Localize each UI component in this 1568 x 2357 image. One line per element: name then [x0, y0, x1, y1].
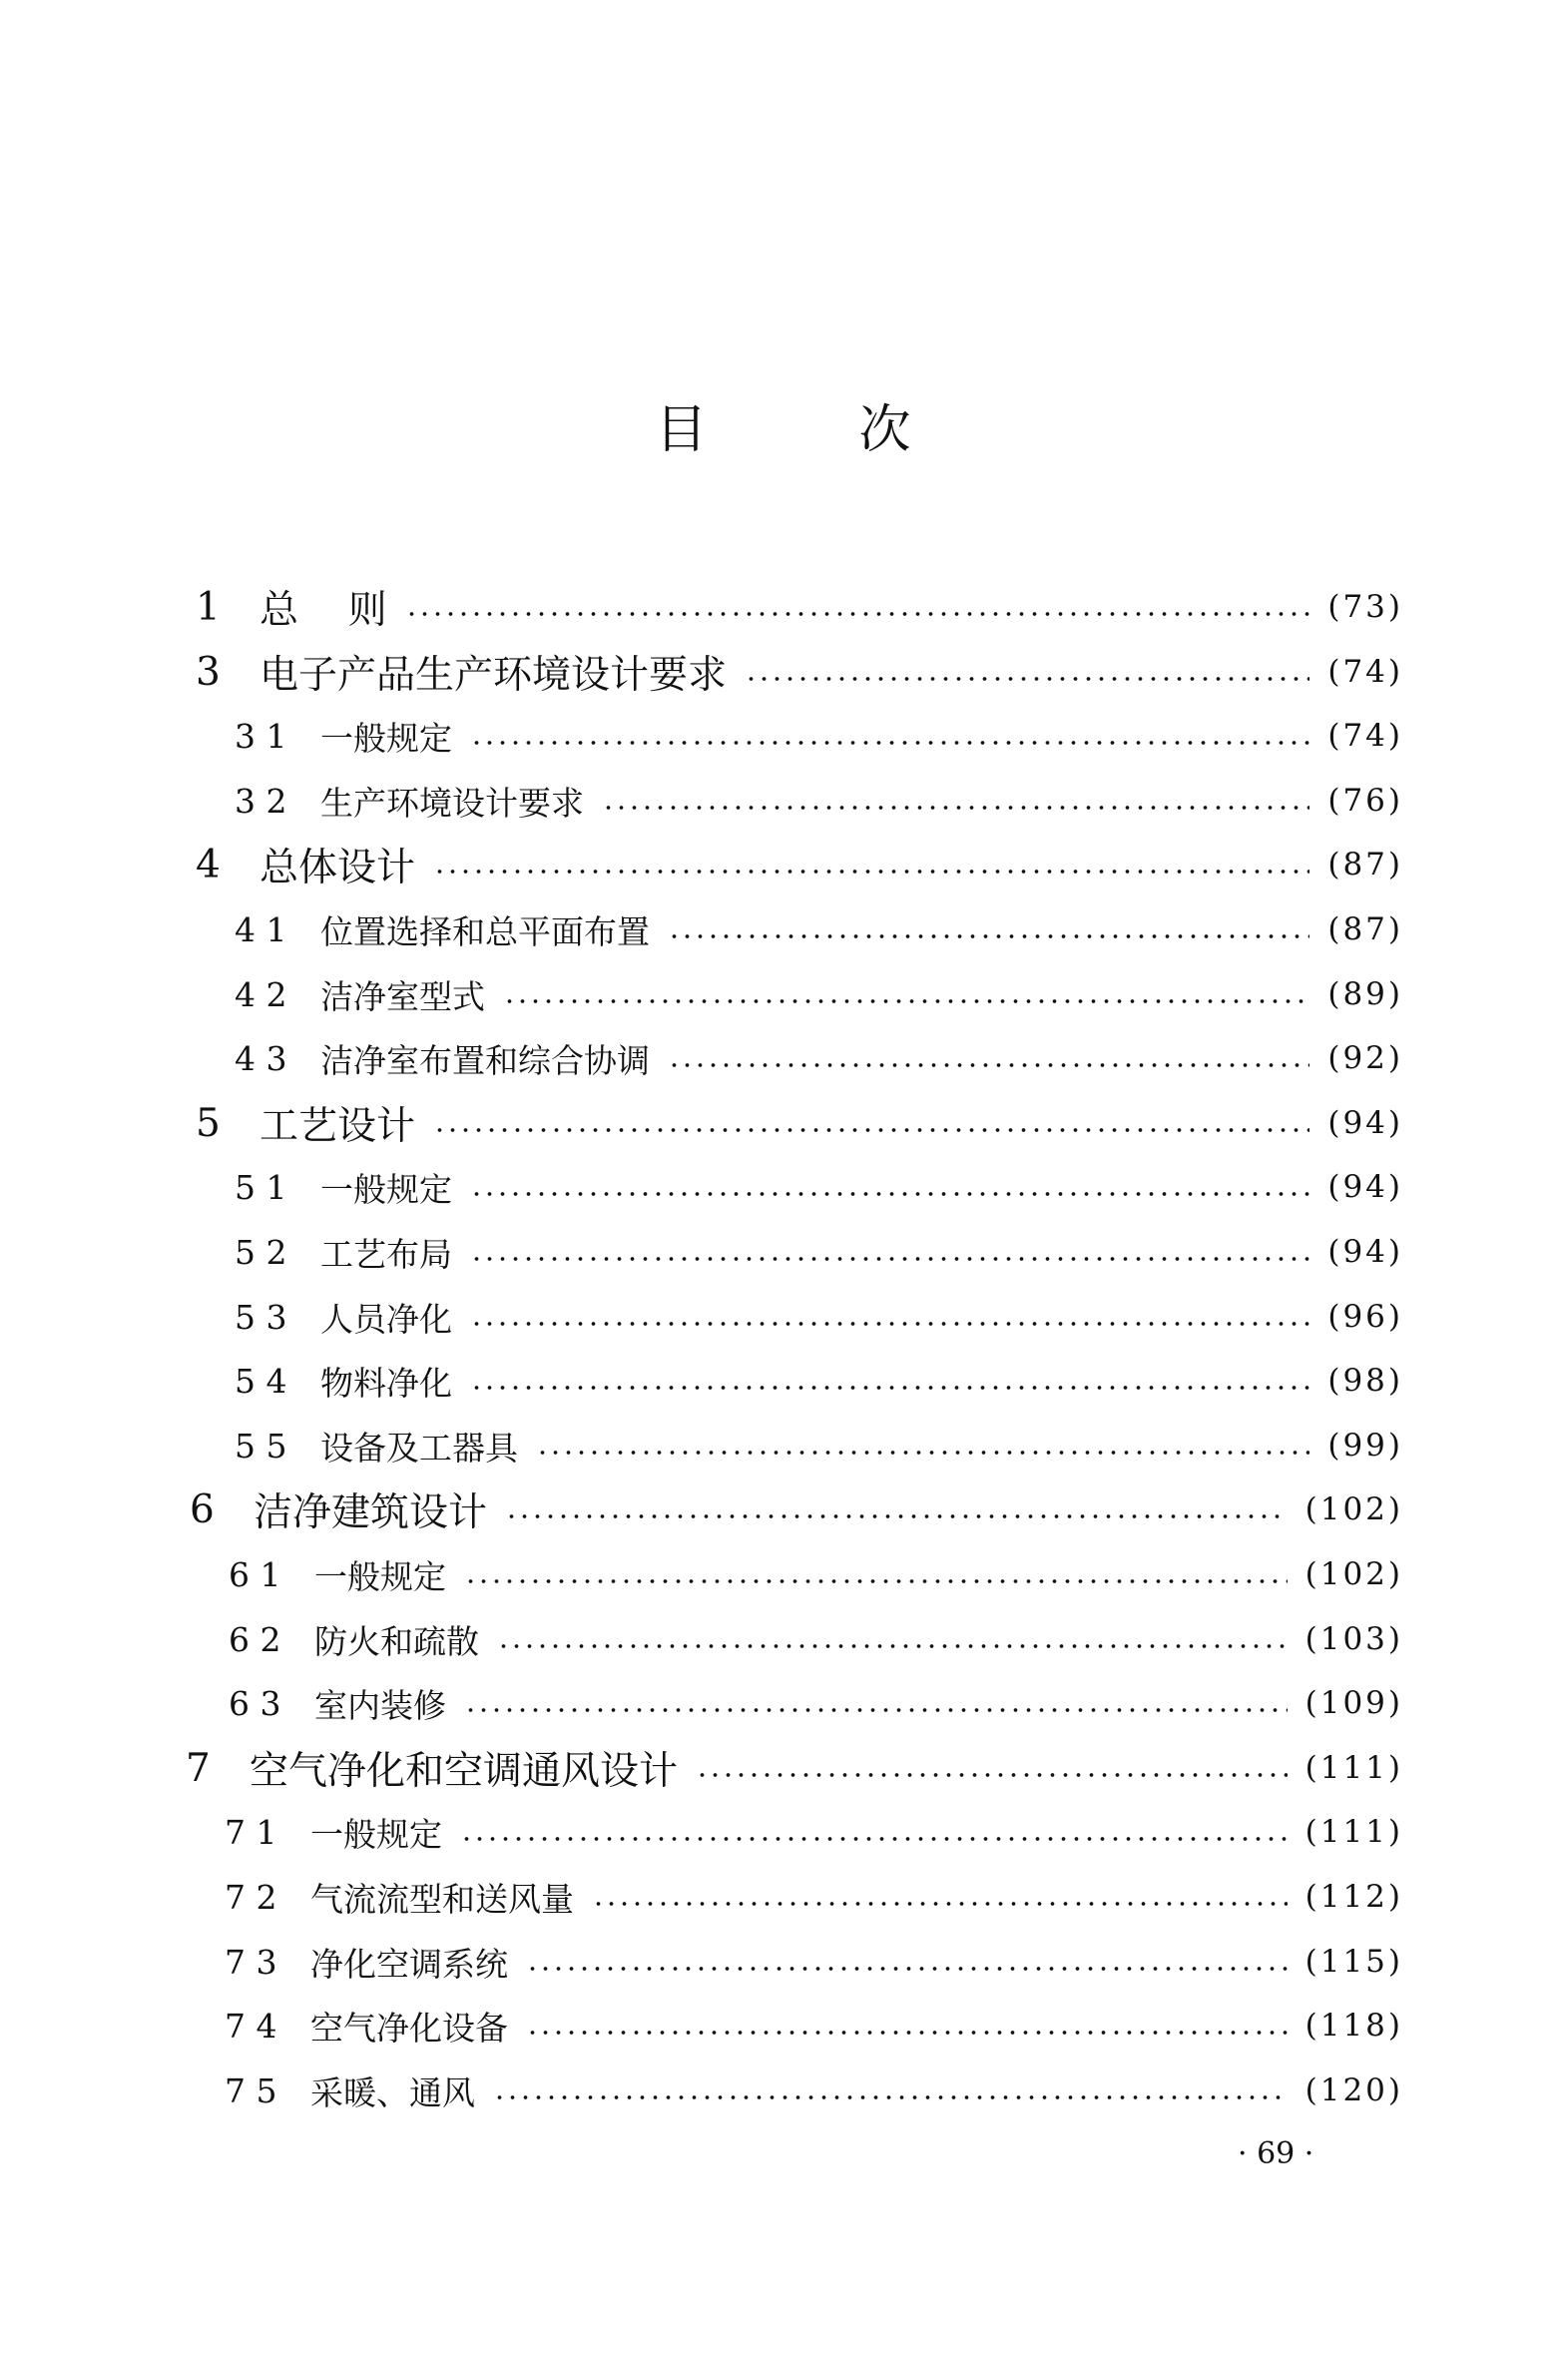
toc-entry-title: 洁净室布置和综合协调 — [320, 1040, 650, 1080]
toc-entry-page: (111) — [1305, 1814, 1403, 1850]
toc-entry — [225, 2061, 1403, 2120]
title-char-2: 次 — [858, 400, 913, 460]
toc-entry-number: 4 2 — [235, 974, 287, 1014]
toc-entry-number: 4 3 — [235, 1038, 287, 1078]
toc-entry — [235, 1287, 1403, 1347]
toc-entry-page: (74) — [1327, 654, 1403, 690]
toc-leader-dots — [433, 1128, 1309, 1132]
toc-entry-number: 5 4 — [235, 1361, 287, 1401]
toc-entry-number: 5 2 — [235, 1232, 287, 1272]
toc-entry-number: 5 1 — [235, 1167, 287, 1207]
toc-entry — [190, 1479, 1403, 1539]
toc-entry — [235, 964, 1403, 1024]
toc-entry-page: (94) — [1327, 1169, 1403, 1205]
toc-entry-title: 人员净化 — [320, 1299, 452, 1339]
toc-entry-page: (94) — [1327, 1234, 1403, 1270]
toc-entry-page: (96) — [1327, 1299, 1403, 1335]
toc-entry-page: (111) — [1305, 1750, 1403, 1786]
toc-entry-title: 洁净室型式 — [320, 976, 485, 1016]
toc-leader-dots — [470, 1192, 1309, 1196]
toc-entry-page: (115) — [1305, 1944, 1403, 1980]
toc-leader-dots — [464, 1708, 1288, 1712]
toc-leader-dots — [464, 1579, 1288, 1583]
toc-leader-dots — [493, 2095, 1288, 2099]
toc-entry-title: 洁净建筑设计 — [254, 1490, 488, 1535]
toc-entry-number: 3 — [196, 649, 221, 695]
toc-entry-number: 5 — [196, 1100, 221, 1146]
toc-leader-dots — [470, 1322, 1309, 1326]
toc-entry-title: 气流流型和送风量 — [310, 1879, 574, 1919]
toc-leader-dots — [668, 934, 1309, 938]
toc-entry-title: 空气净化和空调通风设计 — [250, 1749, 679, 1794]
toc-entry-title: 采暖、通风 — [310, 2072, 475, 2112]
toc-entry-number: 3 1 — [235, 716, 287, 756]
toc-entry — [235, 1351, 1403, 1411]
toc-leader-dots — [526, 2031, 1288, 2035]
toc-entry — [225, 1867, 1403, 1927]
toc-entry — [229, 1544, 1403, 1604]
toc-leader-dots — [470, 1257, 1309, 1261]
toc-entry-page: (73) — [1327, 589, 1403, 625]
toc-entry — [196, 835, 1403, 894]
toc-entry-title: 物料净化 — [320, 1363, 452, 1403]
toc-entry-page: (98) — [1327, 1363, 1403, 1399]
toc-entry-number: 7 1 — [225, 1812, 277, 1852]
toc-entry — [229, 1673, 1403, 1733]
toc-entry-number: 7 5 — [225, 2070, 277, 2110]
toc-entry-title: 设备及工器具 — [320, 1428, 518, 1468]
toc-entry-number: 6 2 — [229, 1619, 281, 1659]
toc-leader-dots — [602, 806, 1309, 810]
toc-entry-number: 7 2 — [225, 1877, 277, 1917]
toc-entry-number: 7 3 — [225, 1942, 277, 1982]
toc-entry-title: 空气净化设备 — [310, 2008, 508, 2048]
toc-entry-page: (103) — [1305, 1621, 1403, 1657]
toc-entry — [186, 1738, 1403, 1798]
toc-leader-dots — [470, 1386, 1309, 1390]
toc-entry — [235, 1028, 1403, 1088]
toc-entry-page: (109) — [1305, 1685, 1403, 1721]
toc-entry-page: (118) — [1305, 2008, 1403, 2044]
toc-entry-title: 工艺布局 — [320, 1234, 452, 1274]
toc-entry-title: 一般规定 — [310, 1814, 442, 1854]
toc-entry-number: 5 5 — [235, 1426, 287, 1466]
toc-entry — [225, 1932, 1403, 1992]
toc-leader-dots — [668, 1063, 1309, 1067]
toc-entry-title: 总 则 — [260, 588, 387, 633]
toc-entry-page: (99) — [1327, 1428, 1403, 1464]
toc-entry-title: 生产环境设计要求 — [320, 783, 584, 823]
toc-leader-dots — [745, 677, 1309, 681]
toc-entry-page: (120) — [1305, 2072, 1403, 2108]
toc-entry-page: (74) — [1327, 718, 1403, 754]
toc-entry-number: 7 — [186, 1745, 211, 1791]
toc-entry — [235, 899, 1403, 959]
toc-entry-number: 6 3 — [229, 1683, 281, 1723]
toc-leader-dots — [497, 1644, 1288, 1648]
title-char-1: 目 — [655, 400, 710, 460]
toc-leader-dots — [696, 1773, 1288, 1777]
toc-entry-number: 7 4 — [225, 2006, 277, 2046]
toc-entry-page: (89) — [1327, 976, 1403, 1012]
toc-entry-number: 4 1 — [235, 909, 287, 949]
toc-leader-dots — [536, 1451, 1309, 1455]
toc-leader-dots — [503, 999, 1309, 1003]
toc-entry-number: 3 2 — [235, 781, 287, 821]
page-number: · 69 · — [1238, 2136, 1314, 2171]
toc-entry-page: (112) — [1305, 1879, 1403, 1915]
toc-entry-title: 工艺设计 — [260, 1104, 416, 1149]
toc-entry-title: 室内装修 — [314, 1685, 446, 1725]
toc-entry — [235, 1222, 1403, 1282]
toc-entry-title: 防火和疏散 — [314, 1621, 479, 1661]
toc-entry-number: 1 — [196, 584, 221, 630]
toc-entry — [196, 577, 1403, 637]
toc-entry — [229, 1609, 1403, 1669]
toc-entry-title: 一般规定 — [314, 1556, 446, 1596]
toc-entry-page: (87) — [1327, 847, 1403, 883]
toc-entry-page: (102) — [1305, 1556, 1403, 1592]
toc-entry — [235, 771, 1403, 831]
toc-entry-title: 一般规定 — [320, 718, 452, 758]
toc-leader-dots — [505, 1514, 1288, 1518]
toc-entry-page: (94) — [1327, 1105, 1403, 1141]
toc-leader-dots — [405, 612, 1310, 616]
page-title — [0, 387, 1568, 462]
toc-entry-page: (92) — [1327, 1040, 1403, 1076]
toc-leader-dots — [460, 1837, 1288, 1841]
toc-leader-dots — [592, 1902, 1288, 1906]
toc-entry — [196, 1093, 1403, 1153]
toc-entry-title: 总体设计 — [260, 846, 416, 890]
toc-entry — [225, 1802, 1403, 1862]
toc-entry-number: 6 — [190, 1486, 215, 1532]
toc-entry-number: 6 1 — [229, 1554, 281, 1594]
toc-leader-dots — [470, 741, 1309, 745]
toc-entry — [235, 706, 1403, 766]
toc-leader-dots — [526, 1967, 1288, 1971]
toc-entry-page: (87) — [1327, 911, 1403, 947]
toc-entry-number: 4 — [196, 842, 221, 887]
toc-leader-dots — [433, 870, 1309, 874]
toc-entry-number: 5 3 — [235, 1297, 287, 1337]
toc-entry — [235, 1416, 1403, 1475]
toc-entry — [196, 642, 1403, 702]
toc-entry — [235, 1157, 1403, 1217]
toc-entry-title: 位置选择和总平面布置 — [320, 911, 650, 951]
toc-entry-title: 净化空调系统 — [310, 1944, 508, 1984]
toc-entry — [225, 1996, 1403, 2056]
toc-entry-page: (102) — [1305, 1491, 1403, 1527]
toc-entry-title: 电子产品生产环境设计要求 — [260, 653, 728, 698]
toc-entry-page: (76) — [1327, 783, 1403, 819]
toc-entry-title: 一般规定 — [320, 1169, 452, 1209]
